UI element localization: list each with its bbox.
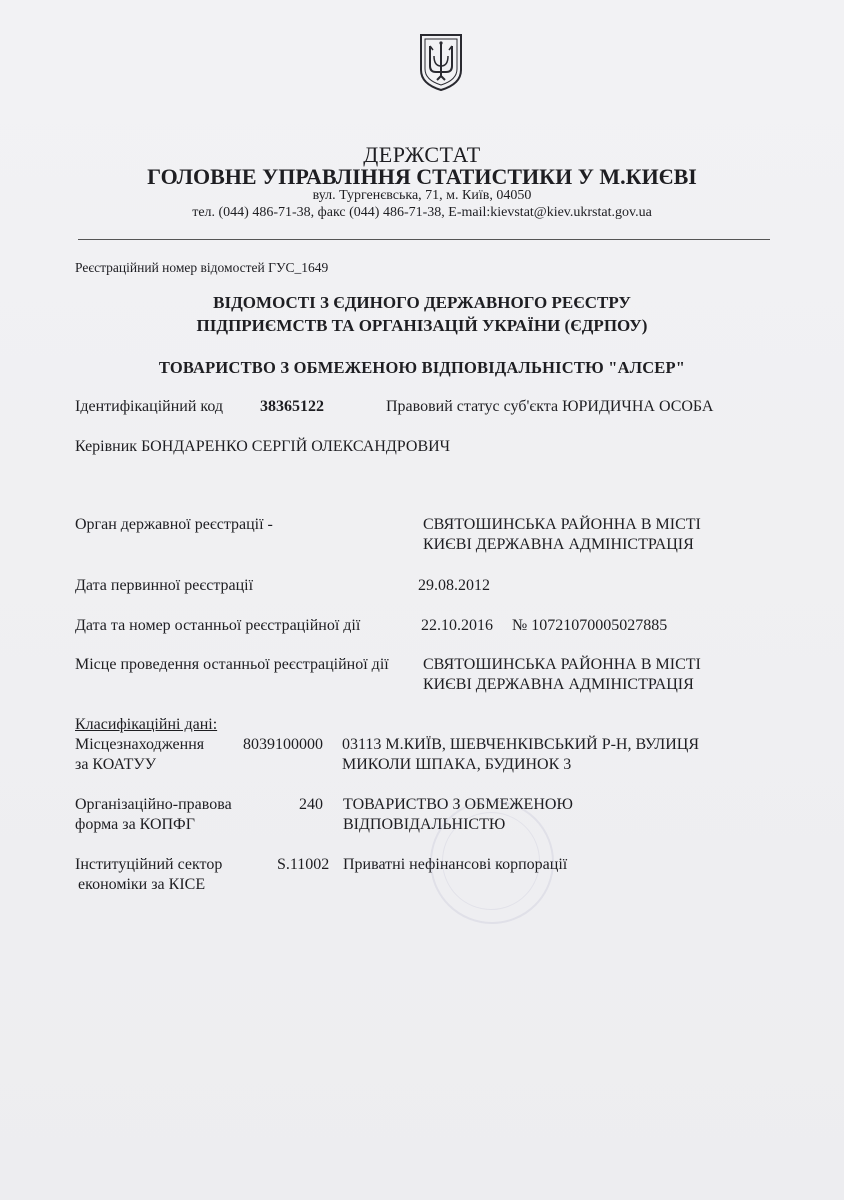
koatuu-value-1: 03113 М.КИЇВ, ШЕВЧЕНКІВСЬКИЙ Р-Н, ВУЛИЦЯ (342, 736, 699, 753)
document-title-line-1: ВІДОМОСТІ З ЄДИНОГО ДЕРЖАВНОГО РЕЄСТРУ (213, 293, 631, 312)
kopfg-code: 240 (299, 796, 323, 813)
header-divider (78, 239, 770, 240)
agency-name: ДЕРЖСТАТ (363, 142, 481, 167)
classification-heading: Класифікаційні дані: (75, 716, 218, 733)
last-registration-place-value-1: СВЯТОШИНСЬКА РАЙОННА В МІСТІ (423, 656, 701, 673)
trident-coat-of-arms-icon (418, 32, 464, 92)
legal-status (386, 398, 713, 416)
kise-label-2: економіки за КІСЕ (78, 876, 206, 893)
director (75, 438, 450, 456)
director-name: БОНДАРЕНКО СЕРГІЙ ОЛЕКСАНДРОВИЧ (141, 438, 451, 455)
koatuu-value-2: МИКОЛИ ШПАКА, БУДИНОК 3 (342, 756, 572, 773)
initial-registration-label: Дата первинної реєстрації (75, 577, 254, 594)
last-registration-number: № 10721070005027885 (512, 617, 668, 634)
initial-registration-date: 29.08.2012 (418, 577, 490, 594)
registration-number: Реєстраційний номер відомостей ГУС_1649 (75, 260, 329, 275)
last-registration-place-label: Місце проведення останньої реєстраційної дії (75, 656, 389, 673)
registration-authority-value-2: КИЄВІ ДЕРЖАВНА АДМІНІСТРАЦІЯ (423, 536, 694, 553)
kopfg-label-2: форма за КОПФГ (75, 816, 195, 833)
koatuu-label-2: за КОАТУУ (75, 756, 157, 773)
kopfg-value-2: ВІДПОВІДАЛЬНІСТЮ (343, 816, 506, 833)
kise-label-1: Інституційний сектор (75, 856, 223, 873)
office-name: ГОЛОВНЕ УПРАВЛІННЯ СТАТИСТИКИ У М.КИЄВІ (147, 164, 697, 189)
faded-stamp-inner (442, 812, 540, 910)
kise-value: Приватні нефінансові корпорації (343, 856, 568, 873)
id-code-value: 38365122 (260, 398, 324, 415)
legal-status-label: Правовий статус суб'єкта (386, 398, 559, 415)
registration-authority-value-1: СВЯТОШИНСЬКА РАЙОННА В МІСТІ (423, 516, 701, 533)
kise-code: S.11002 (277, 856, 330, 873)
director-label: Керівник (75, 438, 138, 455)
office-contacts: тел. (044) 486-71-38, факс (044) 486-71-38, E-mail:kievstat@kiev.ukrstat.gov.ua (192, 205, 652, 220)
last-registration-place-value-2: КИЄВІ ДЕРЖАВНА АДМІНІСТРАЦІЯ (423, 676, 694, 693)
koatuu-label-1: Місцезнаходження (75, 736, 205, 753)
registration-authority-label: Орган державної реєстрації - (75, 516, 273, 533)
office-address: вул. Тургенєвська, 71, м. Київ, 04050 (312, 188, 532, 203)
document-title-line-2: ПІДПРИЄМСТВ ТА ОРГАНІЗАЦІЙ УКРАЇНИ (ЄДРПОУ) (196, 316, 648, 335)
last-registration-label: Дата та номер останньої реєстраційної дії (75, 617, 361, 634)
koatuu-code: 8039100000 (243, 736, 323, 753)
company-name: ТОВАРИСТВО З ОБМЕЖЕНОЮ ВІДПОВІДАЛЬНІСТЮ "АЛСЕР" (158, 358, 686, 377)
last-registration-date: 22.10.2016 (421, 617, 493, 634)
kopfg-label-1: Організаційно-правова (75, 796, 232, 813)
kopfg-value-1: ТОВАРИСТВО З ОБМЕЖЕНОЮ (343, 796, 573, 813)
legal-status-value: ЮРИДИЧНА ОСОБА (562, 398, 714, 415)
id-code-label: Ідентифікаційний код (75, 398, 224, 415)
